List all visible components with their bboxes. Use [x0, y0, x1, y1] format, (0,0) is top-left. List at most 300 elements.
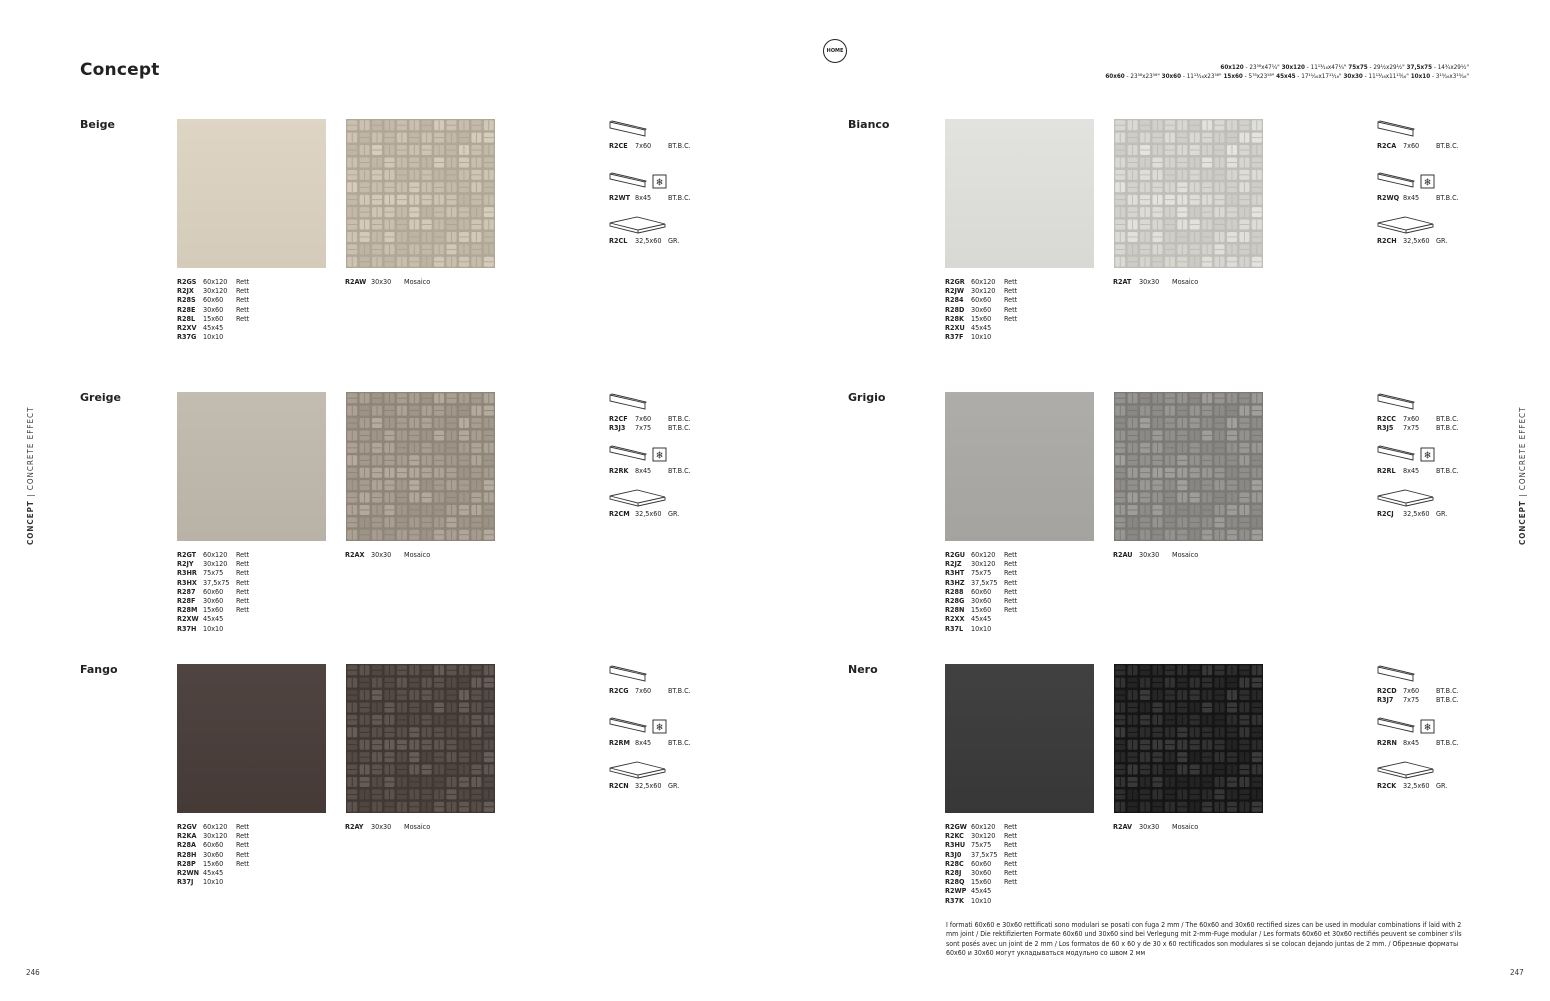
- skirting-icon: [609, 717, 671, 737]
- step-tread-icon: [1377, 215, 1439, 235]
- size: 60x60: [971, 858, 992, 868]
- section-title: Greige: [80, 391, 122, 404]
- page-number-left: 246: [26, 968, 40, 977]
- finish: Rett: [1004, 559, 1018, 569]
- accessory-row: [1377, 781, 1447, 790]
- size: 75x75: [203, 568, 224, 578]
- code: R2AT: [1113, 277, 1132, 286]
- accessory-codes: [609, 781, 679, 790]
- format-size: 60x120: [1220, 64, 1244, 71]
- size: 60x60: [203, 295, 224, 305]
- product-code-row: [945, 877, 1017, 886]
- type: BT.B.C.: [1436, 695, 1459, 705]
- code: R2GV: [177, 822, 197, 831]
- step-tread-icon: [609, 760, 671, 780]
- size: 30x30: [1139, 277, 1160, 286]
- step-tread-icon: [609, 488, 671, 508]
- size: 7x60: [635, 414, 652, 423]
- size: 32,5x60: [635, 509, 662, 518]
- size: 60x120: [971, 822, 996, 831]
- code: R2AU: [1113, 550, 1133, 559]
- code: R2XX: [945, 614, 965, 624]
- size: 60x120: [971, 277, 996, 286]
- code: R2CK: [1377, 781, 1397, 790]
- product-code-list: [177, 550, 249, 633]
- size: 45x45: [971, 614, 992, 624]
- tile-swatch: [945, 119, 1094, 268]
- size: 7x60: [635, 686, 652, 695]
- size: 15x60: [971, 313, 992, 323]
- code: R2RN: [1377, 738, 1397, 747]
- product-code-row: [177, 822, 249, 831]
- finish: Rett: [236, 277, 250, 286]
- type: BT.B.C.: [668, 423, 691, 433]
- frost-resistant-icon: [1421, 448, 1434, 462]
- format-sizes-line-2: [1105, 72, 1469, 81]
- product-code-row: [177, 295, 249, 304]
- product-code-row: [945, 605, 1017, 614]
- code: R2CC: [1377, 414, 1396, 423]
- svg-text:❄: ❄: [1423, 722, 1432, 734]
- code: R2AW: [345, 277, 367, 286]
- accessory-codes: [1377, 414, 1459, 432]
- size: 45x45: [203, 614, 224, 624]
- accessory-row: [609, 236, 679, 245]
- type: BT.B.C.: [1436, 686, 1459, 695]
- finish: Rett: [1004, 313, 1018, 323]
- accessory-row: [1377, 193, 1459, 202]
- size: 30x30: [371, 277, 392, 286]
- product-code-row: [177, 568, 249, 577]
- format-inch: - 23⁵⁸x23⁵⁸": [1124, 73, 1162, 80]
- size: 8x45: [1403, 738, 1420, 747]
- skirting-icon: [1377, 445, 1439, 465]
- tile-swatch: [945, 392, 1094, 541]
- product-code-row: [177, 332, 249, 341]
- section-title: Grigio: [848, 391, 886, 404]
- finish: Rett: [1004, 550, 1018, 559]
- size: 15x60: [971, 877, 992, 887]
- section-title: Beige: [80, 118, 115, 131]
- product-code-row: [945, 295, 1017, 304]
- code: R37H: [177, 623, 197, 633]
- product-code-row: [945, 305, 1017, 314]
- accessory-row: [609, 466, 691, 475]
- format-size: 30x120: [1281, 64, 1305, 71]
- code: R3J3: [609, 423, 626, 433]
- product-code-row: [945, 314, 1017, 323]
- size: 30x60: [203, 304, 224, 314]
- code: R2GU: [945, 550, 966, 559]
- code: R2XW: [177, 614, 199, 624]
- product-code-row: [177, 277, 249, 286]
- accessory-codes: [1377, 509, 1447, 518]
- type: GR.: [668, 509, 680, 518]
- code: R2WQ: [1377, 193, 1400, 202]
- size: 7x60: [1403, 686, 1420, 695]
- product-code-row: [945, 896, 1017, 905]
- accessory-codes: [1377, 686, 1459, 704]
- size: 30x120: [971, 831, 996, 841]
- tile-swatch: [945, 664, 1094, 813]
- product-code-row: [177, 550, 249, 559]
- svg-text:❄: ❄: [655, 177, 664, 189]
- code: R2JZ: [945, 559, 962, 569]
- svg-text:❄: ❄: [1423, 177, 1432, 189]
- size: 45x45: [971, 322, 992, 332]
- code: R28K: [945, 313, 964, 323]
- finish: Rett: [1004, 568, 1018, 578]
- code: R2JY: [177, 559, 194, 569]
- home-button[interactable]: [823, 39, 847, 63]
- code: R3HT: [945, 568, 965, 578]
- finish: Mosaico: [404, 550, 431, 559]
- side-label-left: CONCEPT | CONCRETE EFFECT: [26, 406, 35, 545]
- type: GR.: [1436, 236, 1448, 245]
- code: R287: [177, 586, 196, 596]
- product-code-row: [945, 559, 1017, 568]
- format-inch: - 3¹⁵⁄₁₆x3¹⁵⁄₁₆": [1430, 73, 1469, 80]
- finish: Rett: [236, 586, 250, 596]
- type: BT.B.C.: [1436, 414, 1459, 423]
- finish: Mosaico: [404, 277, 431, 286]
- code: R3J5: [1377, 423, 1394, 433]
- step-tread-icon: [1377, 488, 1439, 508]
- mosaic-swatch: [346, 392, 495, 541]
- mosaic-pattern: [1114, 119, 1263, 268]
- product-code-row: [177, 624, 249, 633]
- product-code-row: [177, 559, 249, 568]
- size: 30x120: [203, 559, 228, 569]
- code: R37K: [945, 895, 964, 905]
- format-size: 10x10: [1410, 73, 1431, 80]
- accessory-row: [609, 141, 691, 150]
- product-code-list: [177, 822, 249, 886]
- product-code-row: [945, 277, 1017, 286]
- finish: Rett: [1004, 858, 1018, 868]
- tile-swatch: [177, 664, 326, 813]
- code: R28S: [177, 295, 196, 305]
- code: R28M: [177, 605, 198, 615]
- type: GR.: [668, 236, 680, 245]
- size: 10x10: [971, 332, 992, 342]
- product-code-row: [945, 624, 1017, 633]
- product-code-row: [945, 587, 1017, 596]
- frost-resistant-icon: [1421, 175, 1434, 189]
- size: 15x60: [203, 605, 224, 615]
- accessory-codes: [609, 466, 691, 475]
- product-code-row: [945, 578, 1017, 587]
- side-label-right: CONCEPT | CONCRETE EFFECT: [1518, 406, 1527, 545]
- code: R28G: [945, 595, 965, 605]
- page-title: Concept: [80, 60, 160, 80]
- type: BT.B.C.: [1436, 141, 1459, 150]
- size: 30x60: [203, 849, 224, 859]
- size: 8x45: [1403, 193, 1420, 202]
- code: R28C: [945, 858, 964, 868]
- mosaic-pattern: [346, 119, 495, 268]
- product-code-row: [177, 323, 249, 332]
- accessory-row: [1377, 236, 1447, 245]
- type: BT.B.C.: [668, 466, 691, 475]
- size: 10x10: [203, 332, 224, 342]
- size: 8x45: [635, 193, 652, 202]
- finish: Rett: [1004, 595, 1018, 605]
- finish: Rett: [236, 595, 250, 605]
- format-sizes: [1105, 63, 1469, 81]
- code: R2RM: [609, 738, 630, 747]
- page-number-right: 247: [1510, 968, 1524, 977]
- finish: Rett: [1004, 304, 1018, 314]
- finish: Rett: [236, 840, 250, 850]
- size: 8x45: [635, 466, 652, 475]
- finish: Rett: [1004, 605, 1018, 615]
- size: 30x60: [971, 304, 992, 314]
- code: R3HZ: [945, 577, 965, 587]
- size: 7x75: [1403, 695, 1420, 705]
- step-tread-icon: [1377, 760, 1439, 780]
- skirting-icon: [609, 172, 671, 192]
- size: 30x30: [1139, 822, 1160, 831]
- bullnose-skirting-icon: [609, 665, 671, 685]
- code: R2CG: [609, 686, 629, 695]
- accessory-row: [1377, 423, 1459, 432]
- product-code-row: [177, 868, 249, 877]
- type: GR.: [1436, 509, 1448, 518]
- product-code-row: [945, 614, 1017, 623]
- code: R3J7: [1377, 695, 1394, 705]
- code: R2GT: [177, 550, 197, 559]
- finish: Rett: [236, 550, 250, 559]
- code: R28A: [177, 840, 196, 850]
- accessory-row: [609, 509, 679, 518]
- code: R3HR: [177, 568, 197, 578]
- mosaic-code: [345, 822, 430, 831]
- mosaic-swatch: [1114, 664, 1263, 813]
- code: R28F: [177, 595, 196, 605]
- code: R2CL: [609, 236, 628, 245]
- size: 75x75: [971, 840, 992, 850]
- section-title: Bianco: [848, 118, 890, 131]
- format-inch: - 14³⁄₄x29¹⁄₂": [1432, 64, 1469, 71]
- product-code-row: [177, 314, 249, 323]
- code: R2WN: [177, 867, 200, 877]
- code: R2CF: [609, 414, 628, 423]
- size: 30x120: [971, 559, 996, 569]
- code: R2CH: [1377, 236, 1397, 245]
- code: R3HU: [945, 840, 966, 850]
- format-size: 37,5x75: [1406, 64, 1433, 71]
- product-code-row: [945, 568, 1017, 577]
- code: R2AY: [345, 822, 364, 831]
- mosaic-pattern: [1114, 664, 1263, 813]
- skirting-icon: [609, 445, 671, 465]
- code: R37L: [945, 623, 964, 633]
- finish: Rett: [236, 831, 250, 841]
- finish: Rett: [1004, 277, 1018, 286]
- product-code-list: [945, 822, 1017, 905]
- format-inch: - 5⁷⁸x23⁵⁸": [1242, 73, 1277, 80]
- size: 60x120: [203, 277, 228, 286]
- bullnose-skirting-icon: [609, 120, 671, 140]
- finish: Mosaico: [1172, 822, 1199, 831]
- size: 15x60: [203, 858, 224, 868]
- size: 30x30: [1139, 550, 1160, 559]
- product-code-row: [177, 614, 249, 623]
- size: 45x45: [203, 867, 224, 877]
- size: 30x120: [203, 286, 228, 296]
- size: 10x10: [971, 895, 992, 905]
- size: 37,5x75: [971, 577, 998, 587]
- format-size: 60x60: [1105, 73, 1125, 80]
- finish: Rett: [236, 605, 250, 615]
- type: BT.B.C.: [668, 738, 691, 747]
- size: 60x60: [971, 295, 992, 305]
- product-code-row: [945, 822, 1017, 831]
- type: GR.: [668, 781, 680, 790]
- frost-resistant-icon: [653, 720, 666, 734]
- accessory-row: [1377, 509, 1447, 518]
- product-code-row: [177, 850, 249, 859]
- product-code-row: [177, 877, 249, 886]
- accessory-codes: [609, 236, 679, 245]
- size: 30x30: [371, 822, 392, 831]
- code: R284: [945, 295, 964, 305]
- accessory-row: [1377, 141, 1459, 150]
- format-size: 30x60: [1161, 73, 1182, 80]
- accessory-codes: [609, 141, 691, 150]
- mosaic-swatch: [346, 664, 495, 813]
- product-code-row: [945, 868, 1017, 877]
- product-code-row: [945, 286, 1017, 295]
- mosaic-code: [1113, 277, 1198, 286]
- finish: Mosaico: [404, 822, 431, 831]
- accessory-codes: [609, 193, 691, 202]
- format-inch: - 23⁵⁸x47¹⁄₄": [1243, 64, 1282, 71]
- product-code-row: [945, 323, 1017, 332]
- frost-resistant-icon: [653, 175, 666, 189]
- type: BT.B.C.: [668, 414, 691, 423]
- code: R288: [945, 586, 964, 596]
- format-inch: - 11¹³⁄₁₆x47¹⁄₄": [1304, 64, 1349, 71]
- size: 10x10: [971, 623, 992, 633]
- finish: Rett: [236, 286, 250, 296]
- accessory-codes: [609, 738, 691, 747]
- format-inch: - 11¹³⁄₁₆x23⁵⁸": [1181, 73, 1224, 80]
- code: R28Q: [945, 877, 965, 887]
- mosaic-code: [1113, 550, 1198, 559]
- size: 7x60: [1403, 414, 1420, 423]
- mosaic-code: [345, 277, 430, 286]
- accessory-codes: [609, 509, 679, 518]
- accessory-codes: [1377, 193, 1459, 202]
- frost-resistant-icon: [653, 448, 666, 462]
- size: 60x60: [971, 586, 992, 596]
- format-inch: - 11¹³⁄₁₆x11¹³⁄₁₆": [1362, 73, 1411, 80]
- accessory-codes: [609, 414, 691, 432]
- type: BT.B.C.: [668, 686, 691, 695]
- mosaic-pattern: [346, 392, 495, 541]
- finish: Mosaico: [1172, 277, 1199, 286]
- code: R28L: [177, 313, 196, 323]
- size: 10x10: [203, 877, 224, 887]
- code: R3J0: [945, 849, 962, 859]
- accessory-codes: [1377, 466, 1459, 475]
- code: R37F: [945, 332, 964, 342]
- size: 7x75: [1403, 423, 1420, 433]
- size: 30x60: [971, 867, 992, 877]
- code: R2GW: [945, 822, 967, 831]
- code: R2WT: [609, 193, 631, 202]
- skirting-icon: [1377, 717, 1439, 737]
- size: 32,5x60: [1403, 509, 1430, 518]
- size: 7x60: [1403, 141, 1420, 150]
- size: 30x120: [971, 286, 996, 296]
- finish: Rett: [236, 577, 250, 587]
- accessory-codes: [1377, 738, 1459, 747]
- accessory-row: [1377, 466, 1459, 475]
- product-code-row: [945, 831, 1017, 840]
- accessory-codes: [1377, 781, 1447, 790]
- size: 60x120: [203, 822, 228, 831]
- format-inch: - 17¹¹⁄₁₆x17¹¹⁄₁₆": [1295, 73, 1344, 80]
- accessory-row: [609, 686, 691, 695]
- size: 45x45: [203, 322, 224, 332]
- section-title: Fango: [80, 663, 118, 676]
- accessory-row: [609, 423, 691, 432]
- size: 60x120: [203, 550, 228, 559]
- code: R28J: [945, 867, 962, 877]
- product-code-row: [177, 831, 249, 840]
- accessory-row: [1377, 695, 1459, 704]
- product-code-row: [945, 859, 1017, 868]
- finish: Rett: [236, 304, 250, 314]
- product-code-row: [177, 605, 249, 614]
- format-sizes-line-1: [1105, 63, 1469, 72]
- product-code-row: [945, 332, 1017, 341]
- type: BT.B.C.: [1436, 423, 1459, 433]
- code: R28E: [177, 304, 196, 314]
- accessory-row: [1377, 414, 1459, 423]
- finish: Rett: [1004, 295, 1018, 305]
- finish: Rett: [236, 559, 250, 569]
- mosaic-swatch: [346, 119, 495, 268]
- size: 30x120: [203, 831, 228, 841]
- size: 37,5x75: [971, 849, 998, 859]
- code: R28N: [945, 605, 965, 615]
- svg-text:❄: ❄: [655, 722, 664, 734]
- accessory-row: [609, 193, 691, 202]
- finish: Rett: [1004, 849, 1018, 859]
- code: R2CD: [1377, 686, 1397, 695]
- size: 30x30: [371, 550, 392, 559]
- product-code-row: [177, 859, 249, 868]
- code: R2RK: [609, 466, 629, 475]
- product-code-row: [945, 550, 1017, 559]
- code: R2JX: [177, 286, 194, 296]
- mosaic-pattern: [1114, 392, 1263, 541]
- size: 60x60: [203, 586, 224, 596]
- size: 75x75: [971, 568, 992, 578]
- type: BT.B.C.: [668, 193, 691, 202]
- size: 7x60: [635, 141, 652, 150]
- accessory-codes: [609, 686, 691, 695]
- product-code-row: [177, 305, 249, 314]
- finish: Rett: [236, 295, 250, 305]
- skirting-icon: [1377, 172, 1439, 192]
- format-inch: - 29¹⁄₂x29¹⁄₂": [1367, 64, 1407, 71]
- modular-note: I formati 60x60 e 30x60 rettificati sono modulari se posati con fuga 2 mm / The 60x60 and 30x60 rectified sizes can be used in modular combinations if laid with 2 mm joint / Die rektifizierten Formate 60x60 und 30x60 sind bei Verlegung mit 2-mm-Fuge modular / Les formats 60x60 et 30x60 rectifiés peuvent se combiner s'ils sont posés avec un joint de 2 mm / Los formatos de 60 x 60 y de 30 x 60 rectificados son modulares si se colocan dejando juntas de 2 mm. / Обрезные форматы 60x60 и 30x60 могут укладываться модульно со швом 2 мм: [946, 921, 1462, 957]
